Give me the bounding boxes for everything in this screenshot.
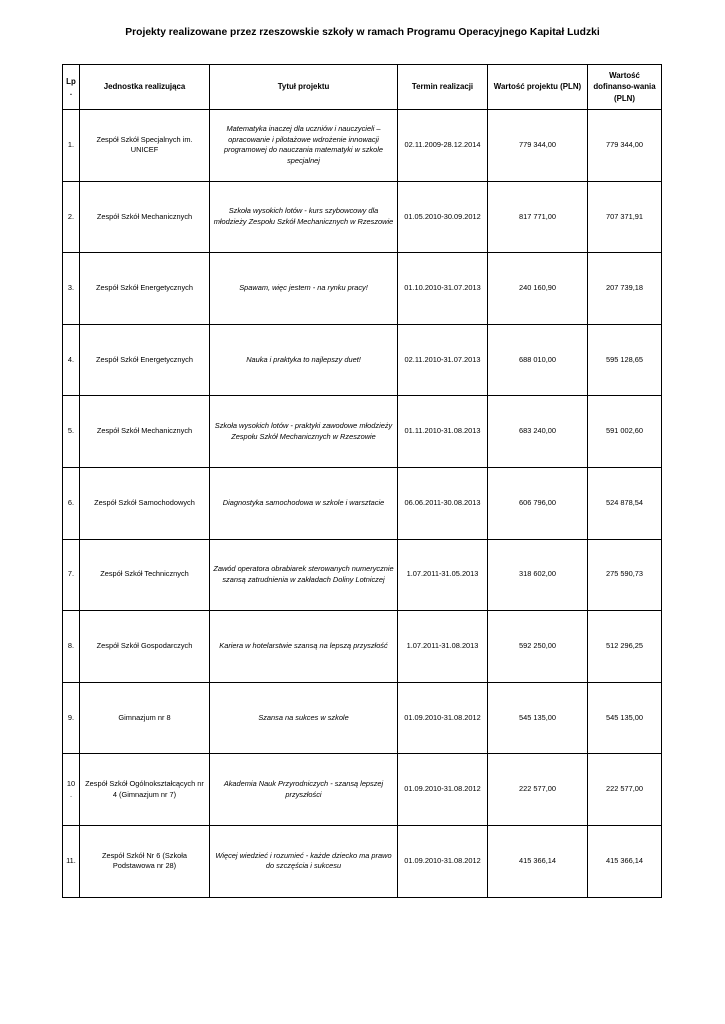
cell-period: 01.09.2010-31.08.2012: [398, 754, 488, 826]
header-unit: Jednostka realizująca: [80, 65, 210, 110]
table-body: [63, 110, 662, 898]
table-row: [63, 467, 662, 539]
cell-value: 415 366,14: [488, 825, 588, 897]
cell-project-title: Spawam, więc jestem - na rynku pracy!: [210, 253, 398, 325]
cell-cofinancing: 207 739,18: [588, 253, 662, 325]
cell-unit: Gimnazjum nr 8: [80, 682, 210, 754]
cell-cofinancing: 779 344,00: [588, 110, 662, 182]
cell-value: 592 250,00: [488, 611, 588, 683]
header-project-title: Tytuł projektu: [210, 65, 398, 110]
cell-cofinancing: 591 002,60: [588, 396, 662, 468]
cell-unit: Zespół Szkół Ogólnokształcących nr 4 (Gimnazjum nr 7): [80, 754, 210, 826]
table-row: [63, 539, 662, 611]
cell-lp: 4.: [63, 324, 80, 396]
cell-project-title: Akademia Nauk Przyrodniczych - szansą lepszej przyszłości: [210, 754, 398, 826]
cell-project-title: Nauka i praktyka to najlepszy duet!: [210, 324, 398, 396]
table-row: [63, 181, 662, 253]
cell-lp: 6.: [63, 467, 80, 539]
cell-period: 06.06.2011-30.08.2013: [398, 467, 488, 539]
cell-lp: 1.: [63, 110, 80, 182]
cell-value: 318 602,00: [488, 539, 588, 611]
table-row: [63, 253, 662, 325]
cell-lp: 8.: [63, 611, 80, 683]
cell-period: 02.11.2009-28.12.2014: [398, 110, 488, 182]
cell-lp: 2.: [63, 181, 80, 253]
table-row: [63, 396, 662, 468]
cell-cofinancing: 707 371,91: [588, 181, 662, 253]
page-title: Projekty realizowane przez rzeszowskie szkoły w ramach Programu Operacyjnego Kapitał Ludzki: [125, 27, 600, 38]
cell-lp: 9.: [63, 682, 80, 754]
cell-project-title: Zawód operatora obrabiarek sterowanych numerycznie szansą zatrudnienia w zakładach Doliny Lotniczej: [210, 539, 398, 611]
cell-unit: Zespół Szkół Mechanicznych: [80, 181, 210, 253]
table-row: [63, 611, 662, 683]
cell-value: 688 010,00: [488, 324, 588, 396]
cell-period: 01.10.2010-31.07.2013: [398, 253, 488, 325]
cell-cofinancing: 595 128,65: [588, 324, 662, 396]
cell-period: 01.05.2010-30.09.2012: [398, 181, 488, 253]
table-row: [63, 324, 662, 396]
cell-cofinancing: 222 577,00: [588, 754, 662, 826]
cell-lp: 3.: [63, 253, 80, 325]
cell-cofinancing: 524 878,54: [588, 467, 662, 539]
cell-unit: Zespół Szkół Mechanicznych: [80, 396, 210, 468]
cell-value: 240 160,90: [488, 253, 588, 325]
cell-value: 222 577,00: [488, 754, 588, 826]
header-value: Wartość projektu (PLN): [488, 65, 588, 110]
cell-project-title: Szansa na sukces w szkole: [210, 682, 398, 754]
cell-period: 1.07.2011-31.05.2013: [398, 539, 488, 611]
cell-period: 1.07.2011-31.08.2013: [398, 611, 488, 683]
cell-value: 606 796,00: [488, 467, 588, 539]
cell-lp: 7.: [63, 539, 80, 611]
cell-unit: Zespół Szkół Energetycznych: [80, 253, 210, 325]
cell-period: 01.11.2010-31.08.2013: [398, 396, 488, 468]
cell-unit: Zespół Szkół Energetycznych: [80, 324, 210, 396]
cell-unit: Zespół Szkół Nr 6 (Szkoła Podstawowa nr 28): [80, 825, 210, 897]
cell-project-title: Matematyka inaczej dla uczniów i nauczycieli – opracowanie i pilotażowe wdrożenie innowacji programowej do nauczania matematyki w szkole specjalnej: [210, 110, 398, 182]
cell-cofinancing: 512 296,25: [588, 611, 662, 683]
cell-value: 545 135,00: [488, 682, 588, 754]
cell-value: 817 771,00: [488, 181, 588, 253]
cell-project-title: Więcej wiedzieć i rozumieć - każde dziecko ma prawo do szczęścia i sukcesu: [210, 825, 398, 897]
cell-cofinancing: 275 590,73: [588, 539, 662, 611]
table-row: [63, 754, 662, 826]
cell-lp: 5.: [63, 396, 80, 468]
header-lp: Lp.: [63, 65, 80, 110]
cell-period: 01.09.2010-31.08.2012: [398, 825, 488, 897]
table-row: [63, 825, 662, 897]
header-cofinancing: Wartość dofinanso-wania (PLN): [588, 65, 662, 110]
cell-value: 779 344,00: [488, 110, 588, 182]
cell-period: 02.11.2010-31.07.2013: [398, 324, 488, 396]
cell-period: 01.09.2010-31.08.2012: [398, 682, 488, 754]
table-row: [63, 682, 662, 754]
cell-unit: Zespół Szkół Technicznych: [80, 539, 210, 611]
cell-unit: Zespół Szkół Gospodarczych: [80, 611, 210, 683]
cell-lp: 10.: [63, 754, 80, 826]
header-period: Termin realizacji: [398, 65, 488, 110]
cell-cofinancing: 415 366,14: [588, 825, 662, 897]
cell-project-title: Szkoła wysokich lotów - kurs szybowcowy dla młodzieży Zespołu Szkół Mechanicznych w Rzeszowie: [210, 181, 398, 253]
cell-lp: 11.: [63, 825, 80, 897]
table-row: [63, 110, 662, 182]
cell-project-title: Diagnostyka samochodowa w szkole i warsztacie: [210, 467, 398, 539]
cell-unit: Zespół Szkół Specjalnych im. UNICEF: [80, 110, 210, 182]
cell-value: 683 240,00: [488, 396, 588, 468]
projects-table: [62, 64, 662, 898]
cell-project-title: Szkoła wysokich lotów - praktyki zawodowe młodzieży Zespołu Szkół Mechanicznych w Rzeszowie: [210, 396, 398, 468]
table-header-row: [63, 65, 662, 110]
cell-unit: Zespół Szkół Samochodowych: [80, 467, 210, 539]
cell-project-title: Kariera w hotelarstwie szansą na lepszą przyszłość: [210, 611, 398, 683]
cell-cofinancing: 545 135,00: [588, 682, 662, 754]
